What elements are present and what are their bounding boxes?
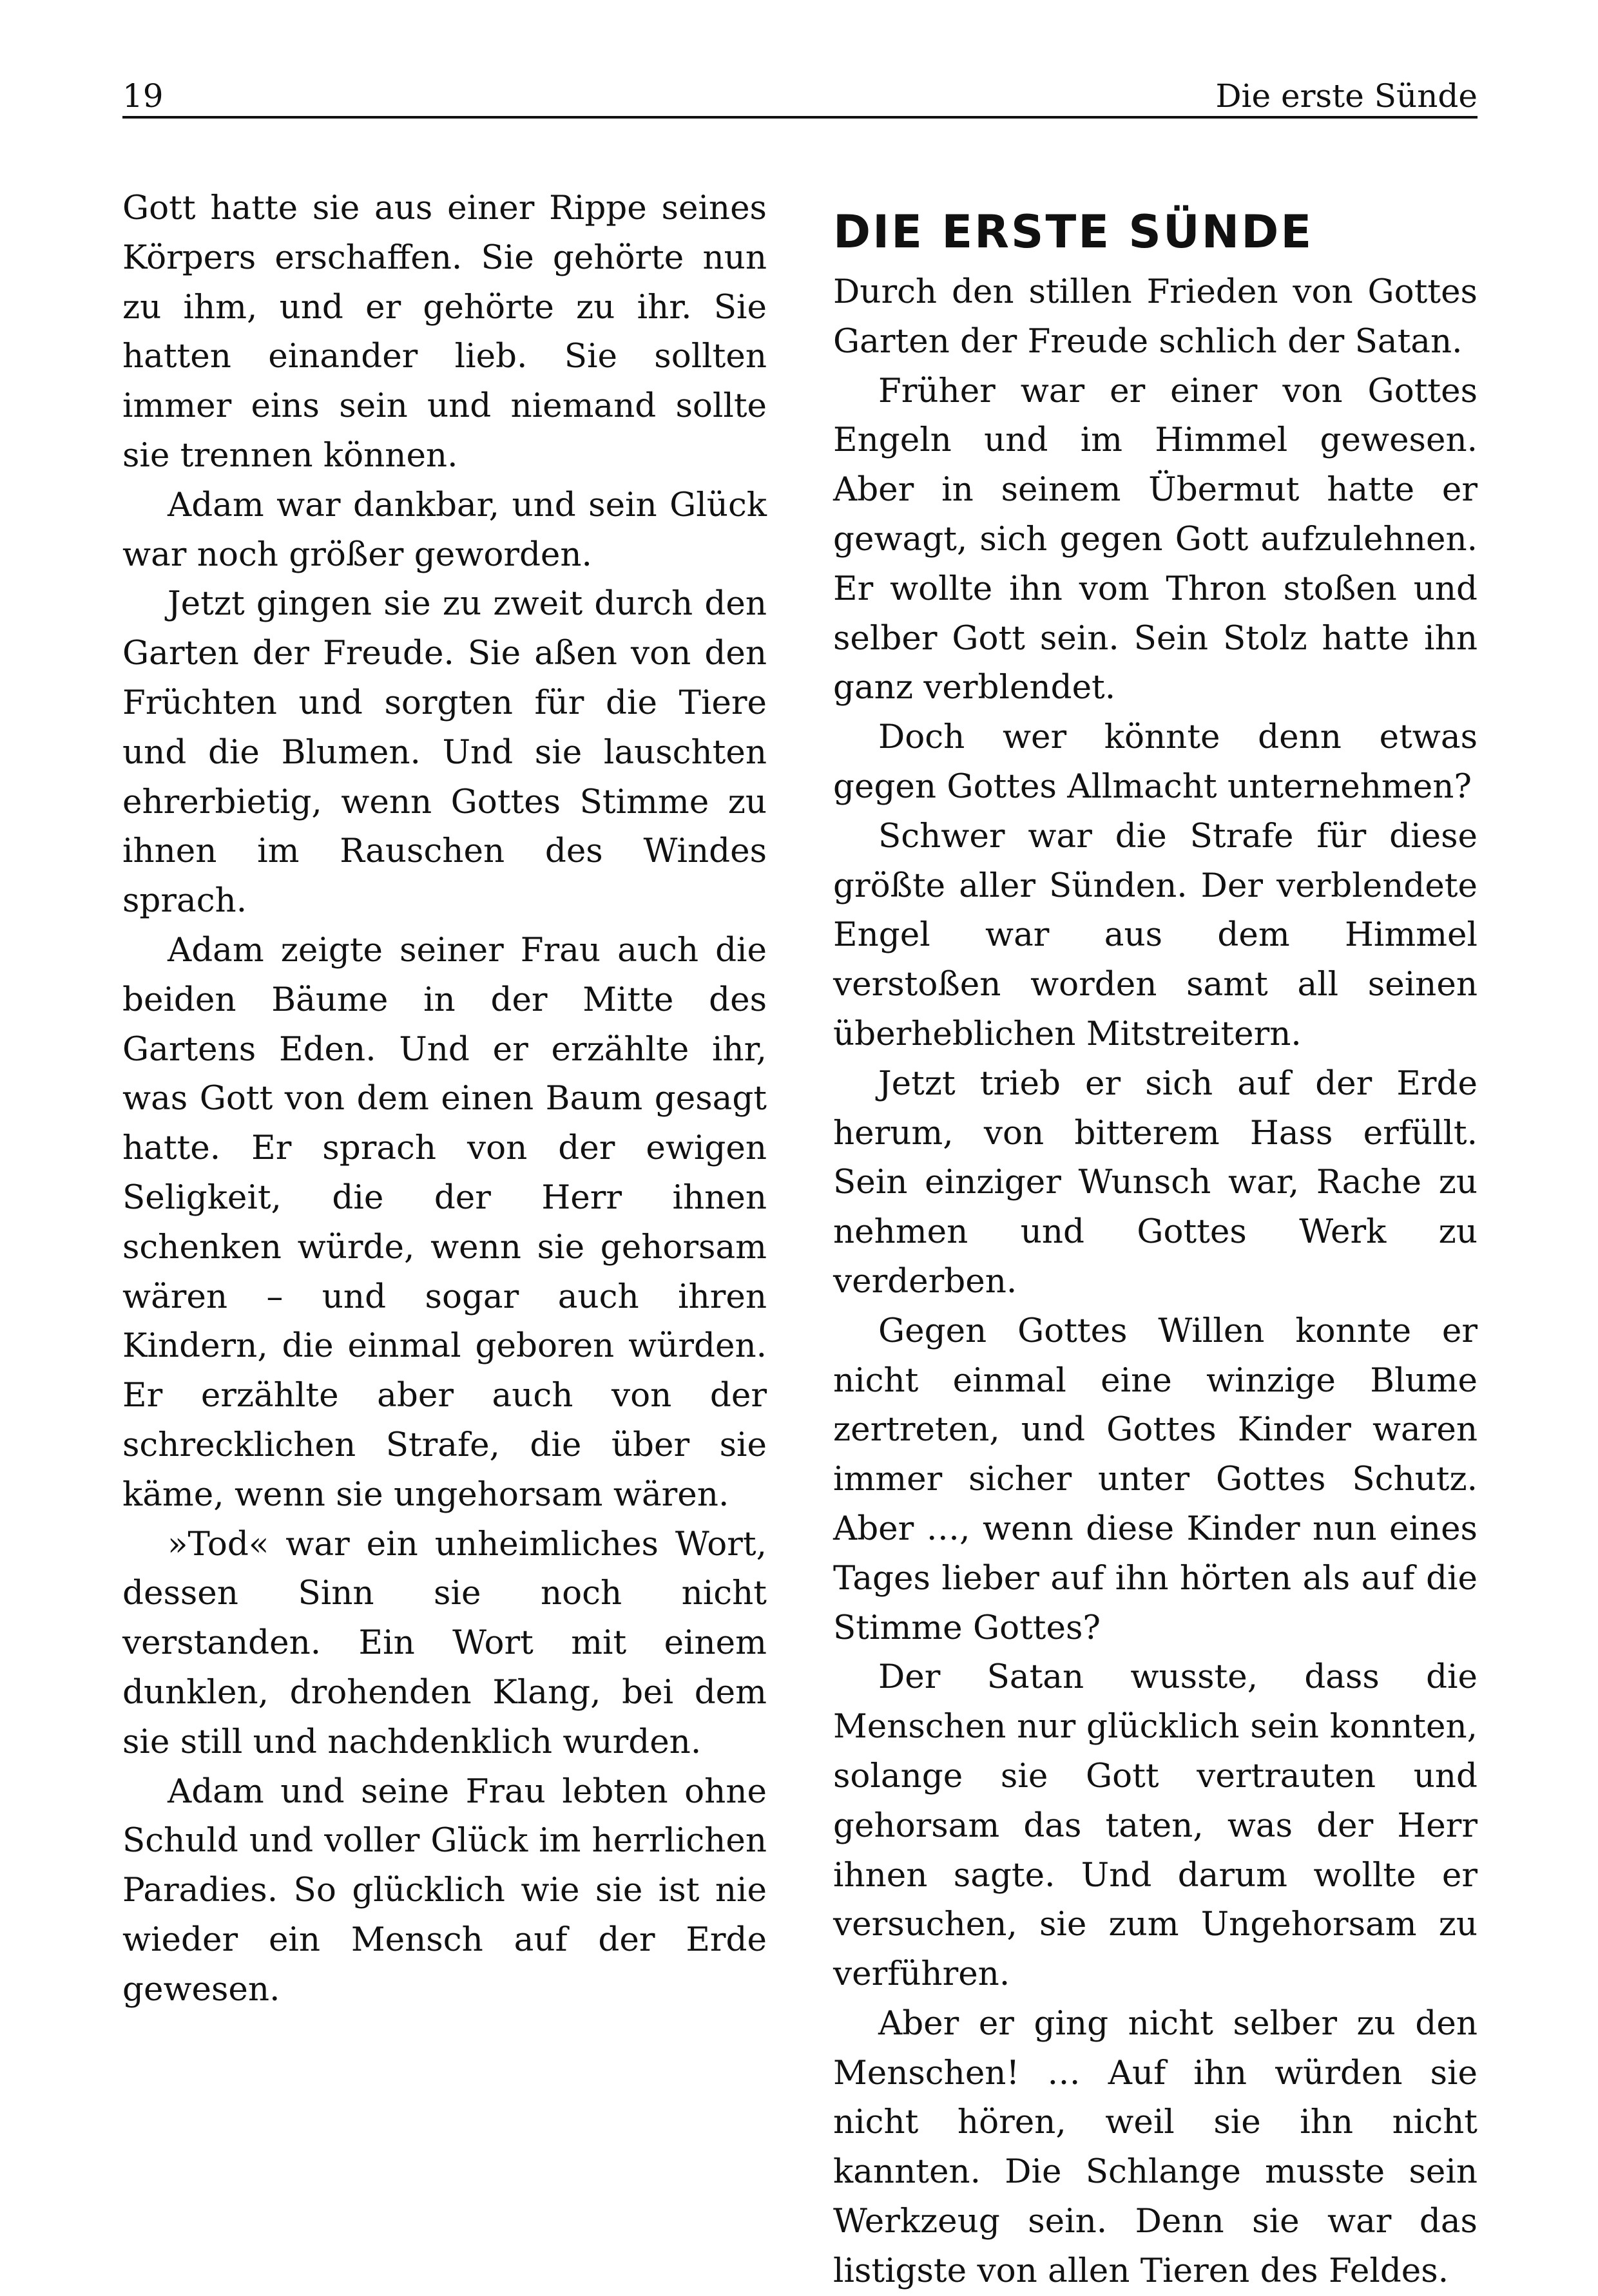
paragraph: Früher war er einer von Gottes Engeln und im Himmel gewesen. Aber in seinem Übermut hatte er gewagt, sich gegen Gott aufzulehnen. Er wollte ihn vom Thron stoßen und selber Gott sein. Sein Stolz hatte ihn ganz verblendet.: [833, 371, 1478, 707]
paragraph: »Tod« war ein unheimliches Wort, dessen Sinn sie noch nicht verstanden. Ein Wort mit einem dunklen, drohenden Klang, bei dem sie still und nachdenklich wurden.: [122, 1524, 767, 1761]
paragraph: Adam zeigte seiner Frau auch die beiden Bäume in der Mitte des Gartens Eden. Und er erzählte ihr, was Gott von dem einen Baum gesagt hatte. Er sprach von der ewigen Seligkeit, die der Herr ihnen schenken würde, wenn sie gehorsam wären – und sogar auch ihren Kindern, die einmal geboren würden. Er erzählte aber auch von der schrecklichen Strafe, die über sie käme, wenn sie ungehorsam wären.: [122, 930, 767, 1514]
page-header: [122, 72, 1478, 117]
paragraph: Adam war dankbar, und sein Glück war noch größer geworden.: [122, 485, 767, 574]
paragraph: Gott hatte sie aus einer Rippe seines Körpers erschaffen. Sie gehörte nun zu ihm, und er gehörte zu ihr. Sie hatten einander lieb. Sie sollten immer eins sein und niemand sollte sie trennen können.: [122, 189, 767, 475]
header-rule: [122, 116, 1478, 119]
paragraph: Schwer war die Strafe für diese größte aller Sünden. Der verblendete Engel war aus dem Himmel verstoßen worden samt all seinen überheblichen Mitstreitern.: [833, 816, 1478, 1053]
paragraph: Der Satan wusste, dass die Menschen nur glücklich sein konnten, solange sie Gott vertrauten und gehorsam das taten, was der Herr ihnen sagte. Und darum wollte er versuchen, sie zum Ungehorsam zu verführen.: [833, 1658, 1478, 1994]
paragraph: Jetzt gingen sie zu zweit durch den Garten der Freude. Sie aßen von den Früchten und sorgten für die Tiere und die Blumen. Und sie lauschten ehrerbietig, wenn Gottes Stimme zu ihnen im Rauschen des Windes sprach.: [122, 584, 767, 921]
page-number: 19: [122, 77, 164, 115]
paragraph: Aber er ging nicht selber zu den Menschen! … Auf ihn würden sie nicht hören, weil sie ihn nicht kannten. Die Schlange musste sein Werkzeug sein. Denn sie war das listigste von allen Tieren des Feldes.: [833, 2004, 1478, 2290]
paragraph: Doch wer könnte denn etwas gegen Gottes Allmacht unternehmen?: [833, 718, 1478, 806]
paragraph: Adam und seine Frau lebten ohne Schuld und voller Glück im herrlichen Paradies. So glücklich wie sie ist nie wieder ein Mensch auf der Erde gewesen.: [122, 1772, 767, 2009]
right-column: [833, 184, 1478, 2290]
paragraph: Durch den stillen Frieden von Gottes Garten der Freude schlich der Satan.: [833, 273, 1478, 361]
paragraph: Jetzt trieb er sich auf der Erde herum, von bitterem Hass erfüllt. Sein einziger Wunsch war, Rache zu nehmen und Gottes Werk zu verderben.: [833, 1064, 1478, 1301]
section-heading: DIE ERSTE SÜNDE: [833, 206, 1314, 258]
running-title: Die erste Sünde: [1215, 77, 1478, 115]
left-column: [122, 184, 767, 2245]
paragraph: Gegen Gottes Willen konnte er nicht einmal eine winzige Blume zertreten, und Gottes Kinder waren immer sicher unter Gottes Schutz. Aber …, wenn diese Kinder nun eines Tages lieber auf ihn hörten als auf die Stimme Gottes?: [833, 1311, 1478, 1647]
